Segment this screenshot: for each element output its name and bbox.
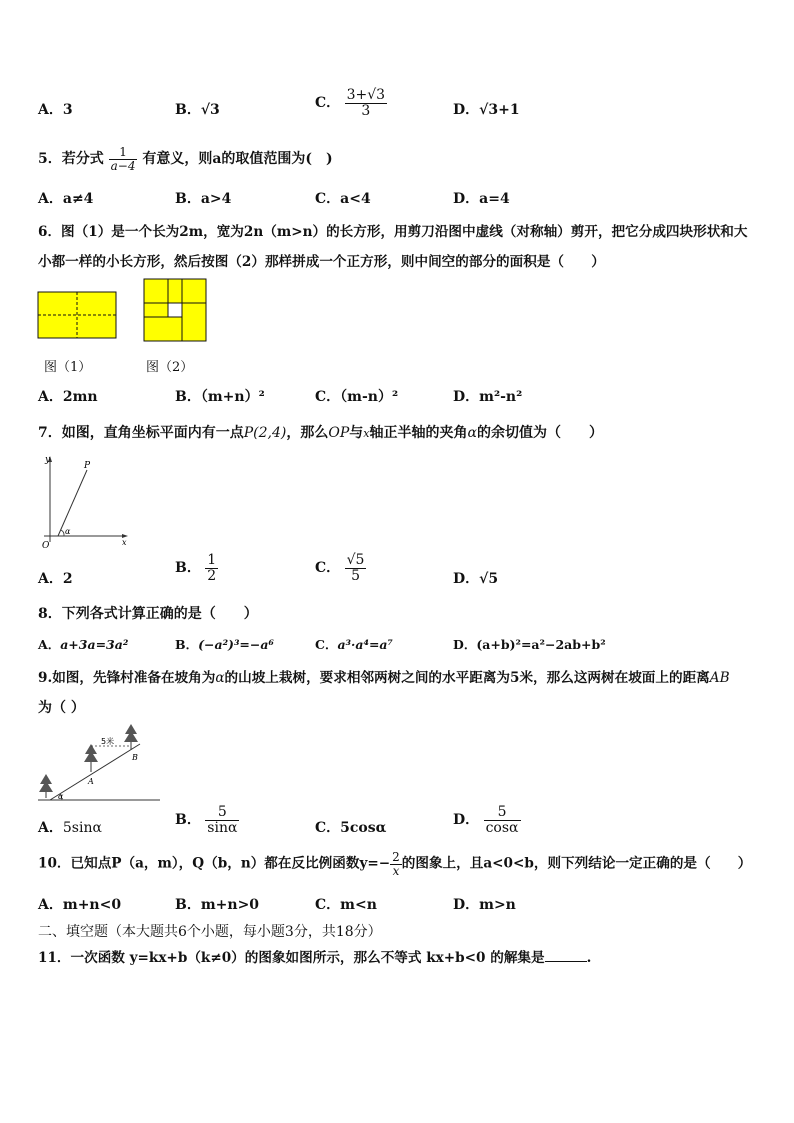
q7-figure — [36, 452, 132, 552]
q9-fig-a-label: A — [88, 777, 94, 786]
q5-option-a: A．a≠4 — [38, 191, 94, 207]
q10-option-b: B．m+n>0 — [175, 897, 260, 913]
q6-option-c: C．（m-n）² — [315, 389, 399, 405]
q8-option-a: A．a+3a=3a² — [38, 637, 129, 652]
q9-fig-alpha-label: α — [58, 792, 64, 801]
q9-tree-left — [39, 774, 53, 798]
q4-option-c-fraction: $\frac{3+√3}{3}$ — [346, 87, 386, 119]
q4-option-b: B．√3 — [175, 102, 220, 118]
q6-fig1-caption: 图（1） — [44, 360, 92, 375]
q6-figure-1 — [36, 290, 118, 342]
q9-tree-middle — [84, 744, 98, 772]
q7-fig-p-label: P — [84, 461, 91, 471]
q6-option-d: D．m²-n² — [453, 389, 523, 405]
q9-option-d: D． $\frac{5}{\cos\alpha}$ — [453, 804, 519, 836]
q6-option-a: A．2mn — [38, 389, 98, 405]
q7-fig-x-label: x — [122, 538, 127, 547]
q7-option-d: D．√5 — [453, 571, 499, 587]
q6-figure-2 — [142, 277, 208, 343]
q4-option-a: A．3 — [38, 102, 73, 118]
q9-fig-distance-label: 5米 — [101, 737, 115, 746]
q7-fig-alpha-label: α — [65, 527, 71, 536]
q9-stem-line1: 9.如图，先锋村准备在坡角为α的山坡上栽树，要求相邻两树之间的水平距离为5米，那么这两树在坡面上的距离AB — [38, 670, 730, 686]
q5-option-b: B．a>4 — [175, 191, 232, 207]
q5-option-c: C．a<4 — [315, 191, 371, 207]
q10-stem: 10．已知点P（a，m），Q（b，n）都在反比例函数y=− $\frac{2}{x}$ 的图象上，且a<0<b，则下列结论一定正确的是（ ） — [38, 850, 752, 878]
q11-answer-blank[interactable] — [545, 949, 587, 962]
q7-stem: 7．如图，直角坐标平面内有一点P(2,4)，那么OP与x轴正半轴的夹角α的余切值为（ ） — [38, 425, 603, 441]
q9-figure — [36, 718, 164, 804]
q5-option-d: D．a=4 — [453, 191, 510, 207]
q6-stem-line2: 小都一样的小长方形，然后按图（2）那样拼成一个正方形，则中间空的部分的面积是（ ） — [38, 254, 605, 270]
q7-fig-o-label: O — [42, 541, 50, 551]
section-2-title: 二、填空题（本大题共6个小题，每小题3分，共18分） — [38, 924, 382, 940]
q10-option-d: D．m>n — [453, 897, 516, 913]
q7-option-a: A．2 — [38, 571, 73, 587]
q8-option-d: D．(a+b)²=a²−2ab+b² — [453, 637, 606, 652]
q7-option-b: B． $\frac{1}{2}$ — [175, 552, 217, 584]
q7-segment-op — [58, 470, 87, 536]
q7-fig-y-label: y — [45, 455, 51, 465]
q6-fig2-caption: 图（2） — [146, 360, 194, 375]
q4-option-c: C． $\frac{3+√3}{3}$ — [315, 87, 386, 119]
q8-stem: 8．下列各式计算正确的是（ ） — [38, 606, 258, 622]
q6-option-b: B．（m+n）² — [175, 389, 265, 405]
q6-fig2-center-hole — [168, 303, 182, 317]
q9-fig-b-label: B — [132, 753, 138, 762]
q9-option-a: A．5sinα — [38, 820, 102, 836]
q7-option-c: C． $\frac{√5}{5}$ — [315, 552, 365, 584]
q6-stem-line1: 6．图（1）是一个长为2m，宽为2n（m>n）的长方形，用剪刀沿图中虚线（对称轴）剪开，把它分成四块形状和大 — [38, 224, 748, 240]
q9-option-b: B． $\frac{5}{\sin\alpha}$ — [175, 804, 238, 836]
q5-stem: 5．若分式 $\frac{1}{a-4}$ 有意义，则a的取值范围为( ) — [38, 145, 333, 173]
q9-stem-line2: 为（ ） — [38, 700, 85, 716]
q8-option-b: B．(−a²)³=−a⁶ — [175, 637, 274, 652]
q7-angle-arc — [61, 530, 64, 536]
q8-option-c: C．a³·a⁴=a⁷ — [315, 637, 394, 652]
q10-option-a: A．m+n<0 — [38, 897, 122, 913]
q10-option-c: C．m<n — [315, 897, 377, 913]
q9-option-c: C．5cosα — [315, 820, 387, 836]
q4-option-d: D．√3+1 — [453, 102, 520, 118]
q11-stem: 11．一次函数 y=kx+b（k≠0）的图象如图所示，那么不等式 kx+b<0 的解集是 . — [38, 950, 592, 966]
